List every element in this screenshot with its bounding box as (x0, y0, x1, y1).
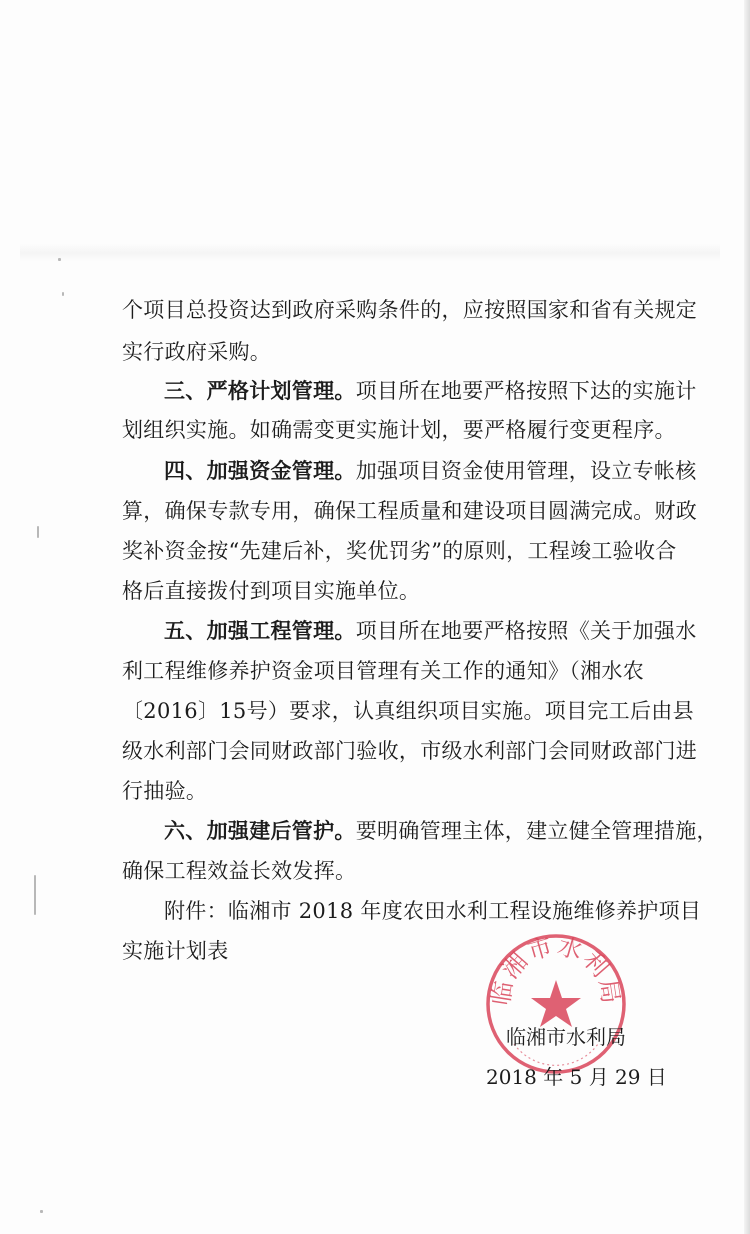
issuer-signature: 临湘市水利局 (506, 1025, 626, 1049)
section-text: 要明确管理主体，建立健全管理措施， (355, 819, 718, 843)
body-line: 划组织实施。如确需变更实施计划，要严格履行变更程序。 (122, 418, 676, 442)
body-line: 个项目总投资达到政府采购条件的，应按照国家和省有关规定 (122, 298, 698, 322)
section-text: 项目所在地要严格按照《关于加强水 (355, 619, 697, 643)
section-heading: 五、加强工程管理。 (164, 618, 356, 643)
body-line: 格后直接拨付到项目实施单位。 (122, 579, 421, 603)
section-heading: 四、加强资金管理。 (164, 458, 356, 483)
body-line: 奖补资金按“先建后补，奖优罚劣”的原则，工程竣工验收合 (122, 539, 677, 563)
attachment-line: 附件：临湘市 2018 年度农田水利工程设施维修养护项目 (164, 899, 702, 923)
attachment-line: 实施计划表 (122, 939, 229, 963)
section-heading: 六、加强建后管护。 (164, 818, 356, 843)
scan-speck (62, 292, 64, 296)
official-seal-stamp (484, 932, 628, 1076)
seal-star-icon (531, 980, 581, 1027)
section-text: 项目所在地要严格按照下达的实施计 (355, 379, 697, 403)
section-text: 加强项目资金使用管理，设立专帐核 (355, 459, 697, 483)
body-line (164, 817, 718, 845)
body-line: 行抽验。 (122, 779, 208, 803)
scan-speck (34, 875, 36, 915)
section-heading: 三、严格计划管理。 (164, 378, 356, 403)
body-line: 利工程维修养护资金项目管理有关工作的通知》（湘水农 (122, 659, 644, 683)
body-line: 〔2016〕15号）要求，认真组织项目实施。项目完工后由县 (122, 699, 694, 723)
body-line (164, 457, 697, 485)
scan-speck (58, 258, 61, 261)
body-line: 算，确保专款专用，确保工程质量和建设项目圆满完成。财政 (122, 499, 698, 523)
body-line: 确保工程效益长效发挥。 (122, 859, 357, 883)
scan-artifact (20, 244, 720, 262)
svg-text:临湘市水利局: 临湘市水利局 (486, 932, 626, 1008)
body-line (164, 617, 697, 645)
body-line (164, 377, 697, 405)
body-line: 级水利部门会同财政部门验收，市级水利部门会同财政部门进 (122, 739, 698, 763)
scan-edge (744, 0, 750, 1234)
issue-date: 2018 年 5 月 29 日 (486, 1065, 667, 1089)
body-line: 实行政府采购。 (122, 340, 272, 364)
scan-speck (37, 526, 39, 538)
scan-speck (40, 1210, 43, 1213)
